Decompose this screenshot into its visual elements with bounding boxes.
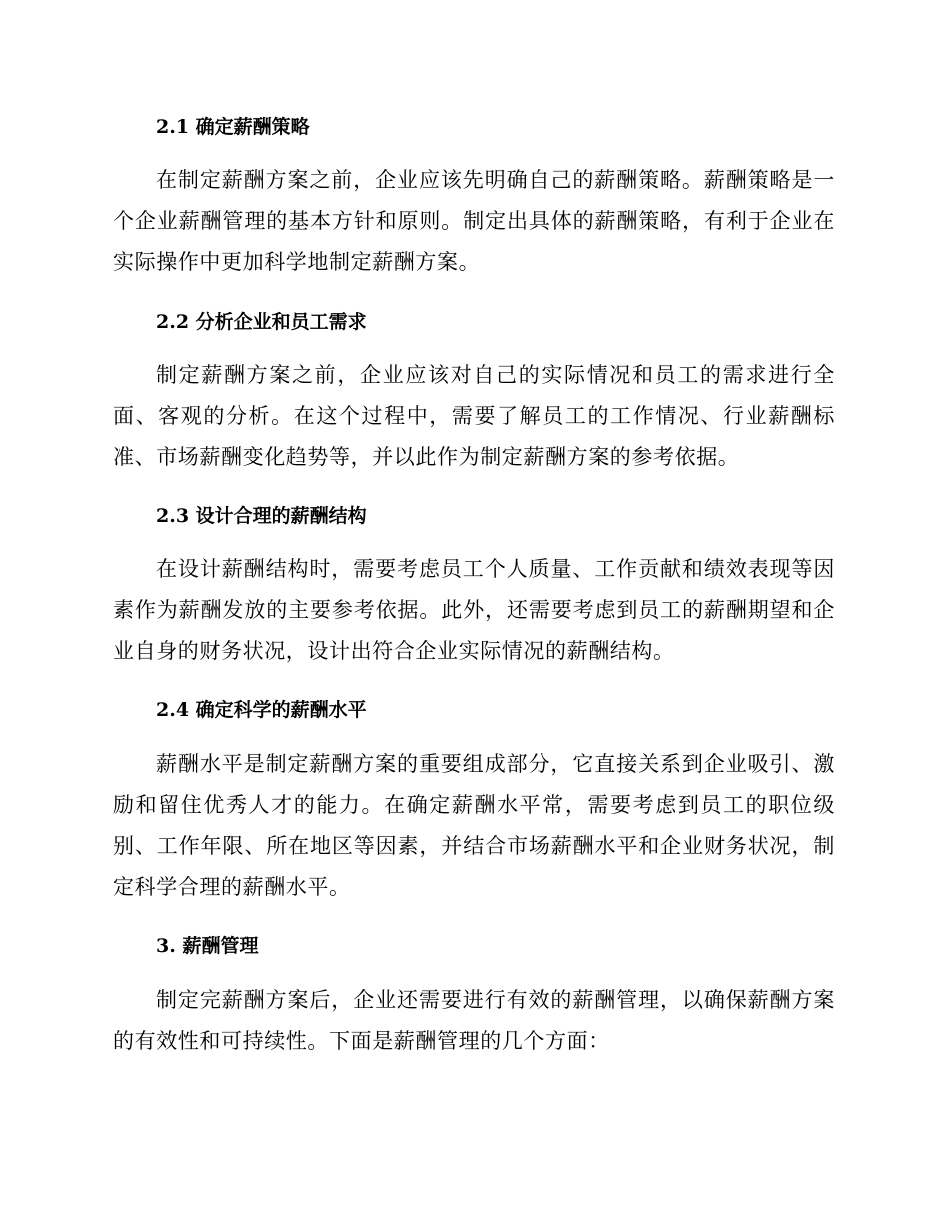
section-paragraph-2-1: 在制定薪酬方案之前，企业应该先明确自己的薪酬策略。薪酬策略是一个企业薪酬管理的基本方针和原则。制定出具体的薪酬策略，有利于企业在实际操作中更加科学地制定薪酬方案。 bbox=[113, 168, 835, 274]
section-paragraph-2-3: 在设计薪酬结构时，需要考虑员工个人质量、工作贡献和绩效表现等因素作为薪酬发放的主要参考依据。此外，还需要考虑到员工的薪酬期望和企业自身的财务状况，设计出符合企业实际情况的薪酬结构。 bbox=[113, 557, 835, 663]
section-paragraph-2-2: 制定薪酬方案之前，企业应该对自己的实际情况和员工的需求进行全面、客观的分析。在这个过程中，需要了解员工的工作情况、行业薪酬标准、市场薪酬变化趋势等，并以此作为制定薪酬方案的参考依据。 bbox=[113, 363, 835, 469]
section-heading-3: 3. 薪酬管理 bbox=[156, 935, 259, 957]
section-heading-2-1: 2.1 确定薪酬策略 bbox=[156, 116, 310, 138]
section-paragraph-3: 制定完薪酬方案后，企业还需要进行有效的薪酬管理，以确保薪酬方案的有效性和可持续性。下面是薪酬管理的几个方面： bbox=[113, 988, 835, 1053]
section-paragraph-2-4: 薪酬水平是制定薪酬方案的重要组成部分，它直接关系到企业吸引、激励和留住优秀人才的能力。在确定薪酬水平常，需要考虑到员工的职位级别、工作年限、所在地区等因素，并结合市场薪酬水平和企业财务状况，制定科学合理的薪酬水平。 bbox=[113, 752, 835, 899]
section-heading-2-2: 2.2 分析企业和员工需求 bbox=[156, 311, 367, 333]
section-heading-2-3: 2.3 设计合理的薪酬结构 bbox=[156, 505, 367, 527]
section-heading-2-4: 2.4 确定科学的薪酬水平 bbox=[156, 699, 367, 721]
